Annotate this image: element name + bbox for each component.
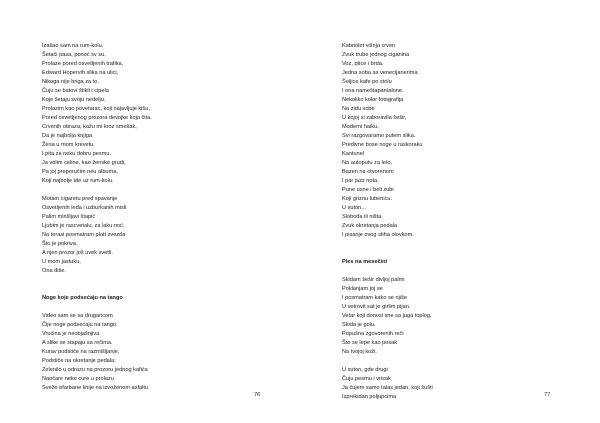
poem-line: I ona nameštapantalone. [342, 88, 404, 94]
poem-line: Kurav podstiče na razmišljanje, [42, 349, 120, 355]
poem-line: Svi razgovaramo putem slika. [342, 133, 416, 139]
poem-line: U vetrovit sat je girlim pijan. [342, 304, 411, 310]
poem-line: Pored osvetljenog prozora devojke koja čita. [42, 115, 152, 121]
poem-line: Zvuk trube jednog ciganina [342, 52, 410, 58]
poem-line: Sveže ofarbane linije na izvoženom asfaltu [42, 385, 149, 391]
left-page-text [42, 42, 262, 393]
stanza-gap [342, 240, 562, 249]
poem-title: Ples na mesečini [342, 259, 388, 265]
poem-line: Sloboda ili ništa. [342, 214, 383, 220]
poem-line: Ona diše. [42, 268, 66, 274]
poem-line: Na zidu sobe [342, 106, 375, 112]
poem-line: Na terasi posmatram platt zvezda [42, 232, 126, 238]
poem-line: Što je pokriva. [42, 241, 78, 247]
poem-line: Koji griznu lubenicu. [342, 196, 393, 202]
poem-line: Žena u mom krevetu [42, 142, 94, 148]
poem-line: Voz, ptice i brda. [342, 61, 384, 67]
title-spacing [42, 303, 262, 312]
poem-line: Popušna zgovorenih reči [342, 331, 404, 337]
poem-line: Vetar koji donosi sne sa juga toplog, [342, 313, 432, 319]
poem-line: Moderni haiku. [342, 124, 379, 130]
poem-line: U kojoj si zaboravila šešir, [342, 115, 407, 121]
poem-line: I posmatram kako se njiše [342, 295, 407, 301]
poem-line: Izašao sam na rum-kolu. [42, 43, 104, 49]
poem-line: Čije noge podsećaju na tango. [42, 322, 118, 328]
poem-line: I pita za neku dobru pesmu. [42, 151, 112, 157]
poem-line: U suton, gde drugi [342, 367, 388, 373]
poem-line: Nekoliko kolor fotografija [342, 97, 404, 103]
poem-line: Šoljice kafe po stolu [342, 79, 392, 85]
poem-line: Jedna soba sa venecijanerima [342, 70, 418, 76]
stanza-gap [342, 357, 562, 366]
page-number-right: 77 [544, 392, 551, 398]
poem-line: Pune usne i beli zubi [342, 187, 394, 193]
poem-line: Čuju pesmu i vrisak [342, 376, 391, 382]
poem-line: Prolaze pored osvetljenih trafika, [42, 61, 124, 67]
poem-line: Pa joj preporučim neu albuma, [42, 169, 118, 175]
poem-line: A njen prozor još uvek svetli. [42, 250, 113, 256]
poem-line: Isprekidan poljupcima [342, 394, 397, 400]
poem-line: I par jazz nota. [342, 178, 379, 184]
poem-line: Osvetljenih leđa i uzburkanih misli [42, 205, 127, 211]
title-spacing [42, 285, 262, 294]
poem-line: Edward Hopervih slika na ulici, [42, 70, 119, 76]
poem-line: Zvuk okretanja pedala [342, 223, 398, 229]
poem-line: Ljubim je rascvetalu, za laku noć. [42, 223, 125, 229]
right-page [300, 0, 600, 423]
poem-line: Na tvojoj koži. [342, 349, 377, 355]
poem-line: Naočare neke cure u prolazu [42, 376, 114, 382]
poem-line: Ja volim celine, kao ženske grudi, [42, 160, 126, 166]
poem-line: Video sam se sa drugaricom [42, 313, 113, 319]
poem-line: Ja čujem samo talas jedan, koji šušti [342, 385, 433, 391]
poem-line: Šetači pasa, ponoć sv su. [42, 52, 106, 58]
poem-line: A slike se stapaju sa rečima. [42, 340, 113, 346]
poem-line: Bazen na otvorenom [342, 169, 394, 175]
poem-line: Kaotunel [342, 151, 365, 157]
poem-line: Motam cigaretu pred spavanje [42, 196, 118, 202]
poem-line: U mom jastuku, [42, 259, 81, 265]
poem-line: I pisanje ovog stiha olovkom. [342, 232, 414, 238]
poem-line: Prolazim kao povetarac, koji najavljuje kišu, [42, 106, 150, 112]
poem-line: Skida je golu. [342, 322, 376, 328]
poem-line: Poklanjam joj se [342, 286, 383, 292]
poem-line: Kabriolet višnja crven [342, 43, 396, 49]
title-spacing [342, 267, 562, 276]
title-spacing [342, 249, 562, 258]
stanza-gap [42, 186, 262, 195]
poem-line: Podstiče na okretanje pedala; [42, 358, 116, 364]
poem-line: U suton... [342, 205, 366, 211]
poem-line: Vrućina je neobjašnjiva [42, 331, 100, 337]
poem-line: Što se lepe kao pesak [342, 340, 398, 346]
poem-line: Nikoga nije briga za to. [42, 79, 99, 85]
poem-line: Čuju se batovi štikli i cipela [42, 88, 109, 94]
poem-line: Koje šetaju svoju nedelju. [42, 97, 106, 103]
poem-line: Skidam šešir divljoj palmi [342, 277, 405, 283]
poem-line: Crvenih obraza, kažu mi kroz smešak, [42, 124, 137, 130]
right-page-text [342, 42, 562, 402]
poem-line: Predivne bose noge u raskoraku [342, 142, 423, 148]
poem-line: Zelenilo u odrazu na prozoru jednog kafića [42, 367, 148, 373]
poem-title: Noge koje podsećaju na tango [42, 295, 123, 301]
stanza-gap [42, 276, 262, 285]
poem-line: Da je najbolja knjiga [42, 133, 93, 139]
poem-line: Palim mirišljavi štapić [42, 214, 96, 220]
poem-line: Koji najbolje ide uz rum-kolu. [42, 178, 114, 184]
page-number-left: 76 [254, 392, 261, 398]
poem-line: Na autoputu za leto, [342, 160, 393, 166]
